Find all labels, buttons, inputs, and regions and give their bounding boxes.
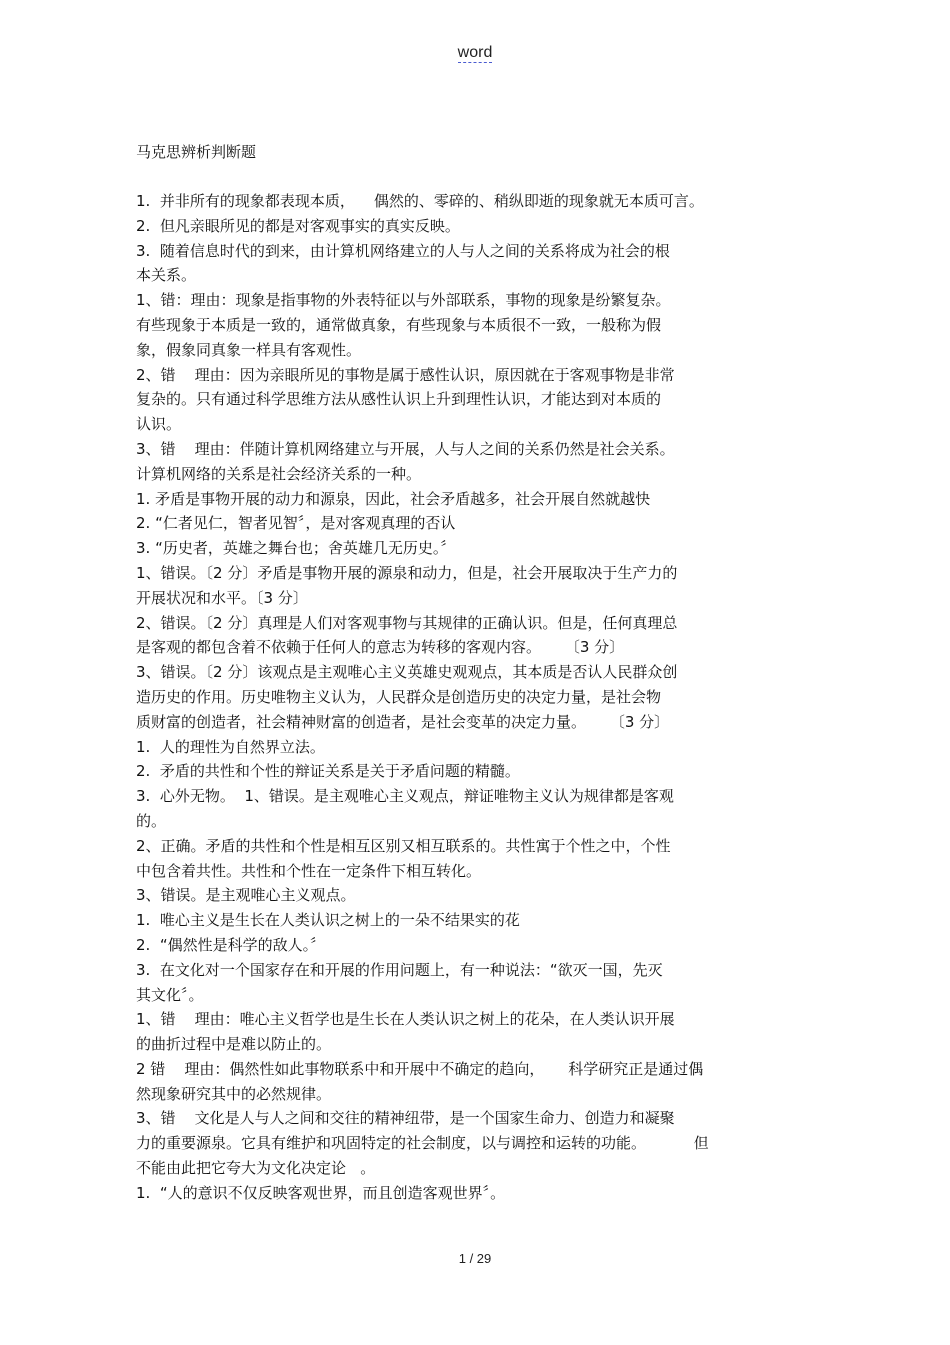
text-line: 认识。	[136, 415, 182, 434]
text-line: 1. “人的意识不仅反映客观世界，而且创造客观世界〞。	[136, 1183, 506, 1202]
text-line: 1. 人的理性为自然界立法。	[136, 737, 325, 756]
text-line: 不能由此把它夸大为文化决定论 。	[136, 1159, 376, 1178]
text-line: 1. 矛盾是事物开展的动力和源泉，因此，社会矛盾越多，社会开展自然就越快	[136, 489, 651, 508]
text-line: 1、错误。〔2 分〕矛盾是事物开展的源泉和动力，但是，社会开展取决于生产力的	[136, 563, 678, 582]
text-line: 质财富的创造者，社会精神财富的创造者，是社会变革的决定力量。 〔3 分〕	[136, 712, 670, 731]
text-line: 造历史的作用。历史唯物主义认为，人民群众是创造历史的决定力量，是社会物	[136, 687, 662, 706]
text-line: 2. 矛盾的共性和个性的辩证关系是关于矛盾问题的精髓。	[136, 762, 520, 781]
text-line: 象，假象同真象一样具有客观性。	[136, 340, 362, 359]
text-line: 的曲折过程中是难以防止的。	[136, 1035, 332, 1054]
page-header	[0, 44, 950, 62]
text-line: 2、正确。矛盾的共性和个性是相互区别又相互联系的。共性寓于个性之中，个性	[136, 836, 671, 855]
text-line: 1. 并非所有的现象都表现本质， 偶然的、零碎的、稍纵即逝的现象就无本质可言。	[136, 192, 704, 210]
page-number: 1 / 29	[458, 1251, 492, 1266]
text-line: 是客观的都包含着不依赖于任何人的意志为转移的客观内容。 〔3 分〕	[136, 638, 625, 657]
text-line: 3. “历史者，英雄之舞台也；舍英雄几无历史。〞	[136, 539, 456, 558]
text-line: 1、错：理由：现象是指事物的外表特征以与外部联系，事物的现象是纷繁复杂。	[136, 291, 671, 310]
text-line: 中包含着共性。共性和个性在一定条件下相互转化。	[136, 861, 482, 880]
text-line: 2、错 理由：因为亲眼所见的事物是属于感性认识，原因就在于客观事物是非常	[136, 365, 675, 384]
text-line: 其文化〞。	[136, 985, 204, 1004]
text-line: 2. “仁者见仁，智者见智〞，是对客观真理的否认	[136, 514, 456, 533]
text-line: 1、错 理由：唯心主义哲学也是生长在人类认识之树上的花朵，在人类认识开展	[136, 1010, 675, 1029]
text-line: 3. 在文化对一个国家存在和开展的作用问题上，有一种说法：“欲灭一国，先灭	[136, 960, 663, 979]
text-line: 3、错误。是主观唯心主义观点。	[136, 886, 356, 905]
text-line: 有些现象于本质是一致的，通常做真象，有些现象与本质很不一致，一般称为假	[136, 315, 662, 334]
text-line: 复杂的。只有通过科学思维方法从感性认识上升到理性认识，才能达到对本质的	[136, 390, 662, 409]
text-line: 3、错 文化是人与人之间和交往的精神纽带，是一个国家生命力、创造力和凝聚	[136, 1109, 675, 1128]
text-line: 1. 唯心主义是生长在人类认识之树上的一朵不结果实的花	[136, 911, 520, 930]
text-line: 3、错 理由：伴随计算机网络建立与开展，人与人之间的关系仍然是社会关系。	[136, 439, 675, 458]
text-line: 2. 但凡亲眼所见的都是对客观事实的真实反映。	[136, 216, 460, 235]
header-word: word	[457, 44, 493, 61]
text-line: 3. 心外无物。 1、错误。是主观唯心主义观点，辩证唯物主义认为规律都是客观	[136, 787, 674, 806]
text-line: 开展状况和水平。〔3 分〕	[136, 588, 308, 607]
text-line: 力的重要源泉。它具有维护和巩固特定的社会制度，以与调控和运转的功能。 但	[136, 1134, 709, 1153]
text-line: 2 错 理由：偶然性如此事物联系中和开展中不确定的趋向， 科学研究正是通过偶	[136, 1059, 704, 1078]
text-line: 计算机网络的关系是社会经济关系的一种。	[136, 464, 422, 483]
text-line: 的。	[136, 811, 167, 830]
document-title: 马克思辨析判断题	[136, 143, 257, 161]
text-line: 2. “偶然性是科学的敌人。〞	[136, 935, 326, 954]
text-line: 然现象研究其中的必然规律。	[136, 1084, 332, 1103]
text-line: 3、错误。〔2 分〕该观点是主观唯心主义英雄史观观点，其本质是否认人民群众创	[136, 663, 678, 682]
text-line: 3. 随着信息时代的到来，由计算机网络建立的人与人之间的关系将成为社会的根	[136, 241, 670, 260]
text-line: 2、错误。〔2 分〕真理是人们对客观事物与其规律的正确认识。但是，任何真理总	[136, 613, 678, 632]
document-body	[136, 189, 826, 1206]
text-line: 本关系。	[136, 266, 197, 285]
